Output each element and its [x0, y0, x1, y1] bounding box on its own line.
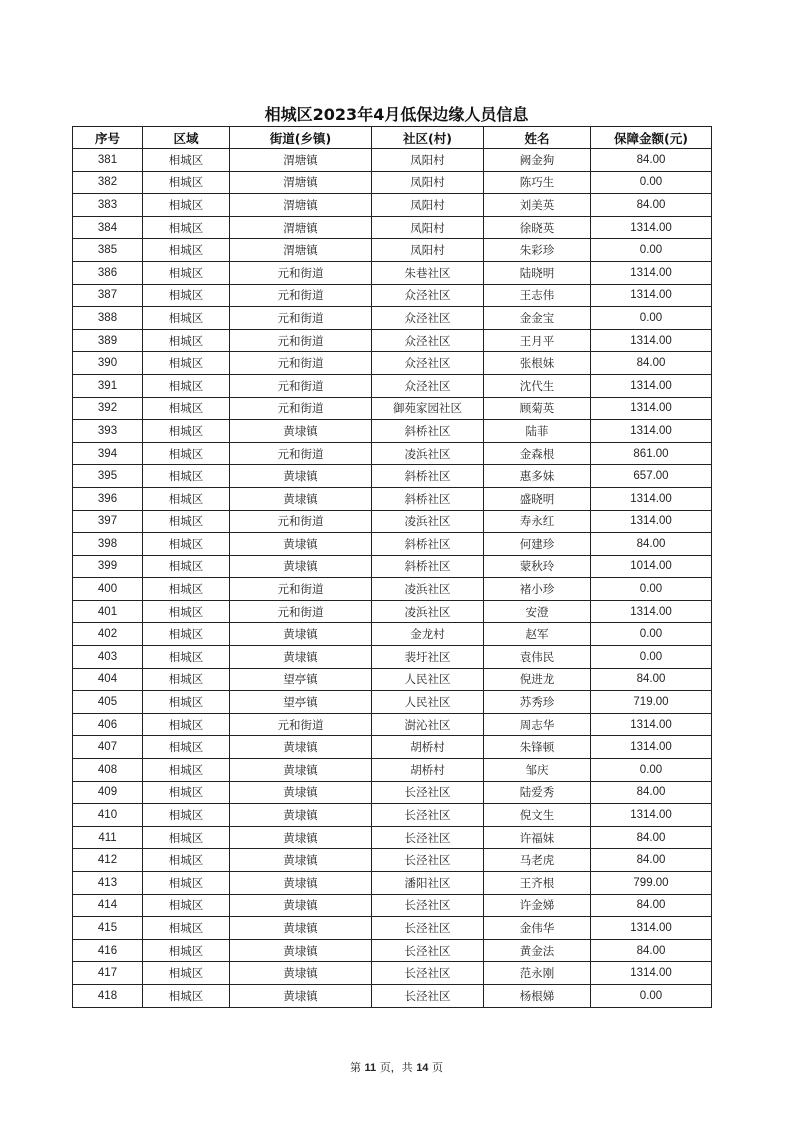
cell-index: 382 [73, 171, 143, 194]
cell-district: 相城区 [143, 284, 230, 307]
cell-amount: 1314.00 [591, 510, 712, 533]
cell-name: 王齐根 [484, 872, 591, 895]
cell-index: 410 [73, 804, 143, 827]
cell-street: 渭塘镇 [230, 171, 372, 194]
cell-amount: 1314.00 [591, 804, 712, 827]
cell-district: 相城区 [143, 781, 230, 804]
cell-community: 众泾社区 [372, 352, 484, 375]
cell-name: 许福妹 [484, 826, 591, 849]
cell-street: 黄埭镇 [230, 646, 372, 669]
cell-street: 渭塘镇 [230, 149, 372, 172]
cell-district: 相城区 [143, 397, 230, 420]
cell-community: 长泾社区 [372, 984, 484, 1007]
table-row [73, 555, 712, 578]
cell-amount: 1314.00 [591, 374, 712, 397]
cell-community: 人民社区 [372, 668, 484, 691]
cell-index: 414 [73, 894, 143, 917]
cell-community: 斜桥社区 [372, 465, 484, 488]
table-header-row [73, 127, 712, 149]
cell-district: 相城区 [143, 962, 230, 985]
table-row [73, 781, 712, 804]
cell-community: 众泾社区 [372, 329, 484, 352]
cell-amount: 84.00 [591, 352, 712, 375]
cell-community: 金龙村 [372, 623, 484, 646]
cell-name: 朱彩珍 [484, 239, 591, 262]
cell-amount: 84.00 [591, 194, 712, 217]
cell-district: 相城区 [143, 939, 230, 962]
cell-name: 赵军 [484, 623, 591, 646]
cell-community: 凤阳村 [372, 194, 484, 217]
cell-district: 相城区 [143, 194, 230, 217]
cell-district: 相城区 [143, 261, 230, 284]
cell-street: 黄埭镇 [230, 849, 372, 872]
cell-street: 元和街道 [230, 442, 372, 465]
cell-name: 顾菊英 [484, 397, 591, 420]
cell-community: 御苑家园社区 [372, 397, 484, 420]
table-row [73, 239, 712, 262]
cell-amount: 1314.00 [591, 216, 712, 239]
cell-amount: 719.00 [591, 691, 712, 714]
cell-community: 凤阳村 [372, 171, 484, 194]
cell-name: 许金娣 [484, 894, 591, 917]
cell-community: 长泾社区 [372, 917, 484, 940]
cell-amount: 1314.00 [591, 397, 712, 420]
cell-name: 陆菲 [484, 420, 591, 443]
table-row [73, 329, 712, 352]
cell-name: 惠多妹 [484, 465, 591, 488]
cell-index: 398 [73, 533, 143, 556]
cell-community: 胡桥村 [372, 759, 484, 782]
cell-district: 相城区 [143, 872, 230, 895]
cell-district: 相城区 [143, 442, 230, 465]
cell-name: 褚小珍 [484, 578, 591, 601]
cell-index: 401 [73, 600, 143, 623]
cell-community: 斜桥社区 [372, 420, 484, 443]
cell-amount: 84.00 [591, 826, 712, 849]
cell-index: 384 [73, 216, 143, 239]
cell-district: 相城区 [143, 171, 230, 194]
cell-district: 相城区 [143, 646, 230, 669]
table-row [73, 872, 712, 895]
cell-name: 陈巧生 [484, 171, 591, 194]
cell-community: 众泾社区 [372, 284, 484, 307]
cell-index: 403 [73, 646, 143, 669]
cell-street: 渭塘镇 [230, 239, 372, 262]
footer-prefix: 第 [350, 1061, 362, 1074]
column-header-street: 街道(乡镇) [230, 127, 372, 149]
table-row [73, 984, 712, 1007]
cell-district: 相城区 [143, 668, 230, 691]
cell-amount: 1314.00 [591, 261, 712, 284]
cell-index: 393 [73, 420, 143, 443]
cell-name: 沈代生 [484, 374, 591, 397]
table-row [73, 194, 712, 217]
cell-index: 391 [73, 374, 143, 397]
cell-name: 何建珍 [484, 533, 591, 556]
cell-district: 相城区 [143, 420, 230, 443]
cell-community: 裴圩社区 [372, 646, 484, 669]
table-row [73, 307, 712, 330]
cell-community: 凌浜社区 [372, 510, 484, 533]
cell-street: 黄埭镇 [230, 736, 372, 759]
cell-name: 陆晓明 [484, 261, 591, 284]
cell-district: 相城区 [143, 578, 230, 601]
cell-community: 人民社区 [372, 691, 484, 714]
cell-amount: 0.00 [591, 984, 712, 1007]
data-table [72, 126, 712, 1008]
cell-index: 397 [73, 510, 143, 533]
table-row [73, 804, 712, 827]
cell-amount: 657.00 [591, 465, 712, 488]
cell-index: 383 [73, 194, 143, 217]
cell-street: 黄埭镇 [230, 804, 372, 827]
cell-street: 元和街道 [230, 352, 372, 375]
cell-name: 杨根娣 [484, 984, 591, 1007]
cell-amount: 0.00 [591, 759, 712, 782]
current-page-number: 11 [364, 1062, 377, 1074]
cell-community: 长泾社区 [372, 849, 484, 872]
cell-street: 黄埭镇 [230, 917, 372, 940]
cell-index: 407 [73, 736, 143, 759]
cell-index: 408 [73, 759, 143, 782]
cell-name: 王月平 [484, 329, 591, 352]
table-row [73, 420, 712, 443]
cell-amount: 84.00 [591, 781, 712, 804]
cell-street: 黄埭镇 [230, 962, 372, 985]
cell-amount: 1314.00 [591, 329, 712, 352]
table-row [73, 397, 712, 420]
cell-amount: 84.00 [591, 939, 712, 962]
cell-index: 413 [73, 872, 143, 895]
cell-district: 相城区 [143, 533, 230, 556]
cell-district: 相城区 [143, 329, 230, 352]
cell-index: 411 [73, 826, 143, 849]
cell-community: 澍沁社区 [372, 713, 484, 736]
cell-name: 苏秀珍 [484, 691, 591, 714]
cell-community: 长泾社区 [372, 894, 484, 917]
cell-community: 斜桥社区 [372, 487, 484, 510]
cell-index: 400 [73, 578, 143, 601]
cell-index: 386 [73, 261, 143, 284]
cell-name: 金伟华 [484, 917, 591, 940]
cell-name: 金森根 [484, 442, 591, 465]
table-row [73, 849, 712, 872]
cell-street: 黄埭镇 [230, 826, 372, 849]
cell-street: 黄埭镇 [230, 487, 372, 510]
cell-amount: 1314.00 [591, 713, 712, 736]
cell-community: 长泾社区 [372, 826, 484, 849]
footer-suffix: 页 [431, 1061, 443, 1074]
cell-amount: 0.00 [591, 646, 712, 669]
cell-index: 399 [73, 555, 143, 578]
cell-index: 406 [73, 713, 143, 736]
cell-district: 相城区 [143, 623, 230, 646]
cell-amount: 1314.00 [591, 917, 712, 940]
cell-street: 渭塘镇 [230, 216, 372, 239]
cell-index: 389 [73, 329, 143, 352]
cell-index: 388 [73, 307, 143, 330]
cell-amount: 1314.00 [591, 420, 712, 443]
cell-name: 黄金法 [484, 939, 591, 962]
cell-community: 众泾社区 [372, 307, 484, 330]
cell-index: 387 [73, 284, 143, 307]
cell-name: 范永刚 [484, 962, 591, 985]
cell-index: 396 [73, 487, 143, 510]
table-row [73, 465, 712, 488]
cell-name: 王志伟 [484, 284, 591, 307]
cell-street: 黄埭镇 [230, 555, 372, 578]
cell-street: 元和街道 [230, 397, 372, 420]
cell-district: 相城区 [143, 239, 230, 262]
cell-amount: 0.00 [591, 307, 712, 330]
table-row [73, 216, 712, 239]
cell-index: 404 [73, 668, 143, 691]
table-row [73, 962, 712, 985]
column-header-index: 序号 [73, 127, 143, 149]
page-footer [0, 1059, 793, 1075]
cell-amount: 1314.00 [591, 736, 712, 759]
cell-street: 黄埭镇 [230, 984, 372, 1007]
cell-name: 邹庆 [484, 759, 591, 782]
cell-amount: 1014.00 [591, 555, 712, 578]
cell-district: 相城区 [143, 984, 230, 1007]
cell-street: 元和街道 [230, 374, 372, 397]
cell-district: 相城区 [143, 510, 230, 533]
cell-name: 阙金狗 [484, 149, 591, 172]
table-row [73, 149, 712, 172]
cell-amount: 84.00 [591, 668, 712, 691]
table-row [73, 713, 712, 736]
cell-street: 黄埭镇 [230, 939, 372, 962]
column-header-district: 区域 [143, 127, 230, 149]
cell-street: 望亭镇 [230, 691, 372, 714]
cell-street: 黄埭镇 [230, 781, 372, 804]
cell-index: 381 [73, 149, 143, 172]
cell-district: 相城区 [143, 352, 230, 375]
cell-index: 418 [73, 984, 143, 1007]
cell-name: 刘美英 [484, 194, 591, 217]
table-body [73, 149, 712, 1008]
cell-index: 417 [73, 962, 143, 985]
cell-district: 相城区 [143, 555, 230, 578]
cell-street: 元和街道 [230, 600, 372, 623]
table-row [73, 736, 712, 759]
cell-amount: 84.00 [591, 849, 712, 872]
table-row [73, 261, 712, 284]
table-row [73, 533, 712, 556]
cell-index: 392 [73, 397, 143, 420]
cell-district: 相城区 [143, 849, 230, 872]
cell-district: 相城区 [143, 149, 230, 172]
cell-street: 元和街道 [230, 578, 372, 601]
table-row [73, 894, 712, 917]
cell-street: 黄埭镇 [230, 872, 372, 895]
cell-name: 金金宝 [484, 307, 591, 330]
table-row [73, 668, 712, 691]
cell-name: 张根妹 [484, 352, 591, 375]
cell-street: 黄埭镇 [230, 759, 372, 782]
cell-amount: 84.00 [591, 894, 712, 917]
cell-name: 蒙秋玲 [484, 555, 591, 578]
cell-district: 相城区 [143, 736, 230, 759]
cell-name: 安澄 [484, 600, 591, 623]
cell-name: 朱锋顿 [484, 736, 591, 759]
cell-street: 元和街道 [230, 261, 372, 284]
cell-index: 395 [73, 465, 143, 488]
cell-street: 黄埭镇 [230, 623, 372, 646]
cell-community: 凤阳村 [372, 239, 484, 262]
table-row [73, 623, 712, 646]
cell-district: 相城区 [143, 374, 230, 397]
cell-index: 416 [73, 939, 143, 962]
cell-community: 胡桥村 [372, 736, 484, 759]
cell-index: 412 [73, 849, 143, 872]
cell-amount: 0.00 [591, 578, 712, 601]
cell-amount: 0.00 [591, 239, 712, 262]
table-row [73, 442, 712, 465]
cell-district: 相城区 [143, 691, 230, 714]
table-row [73, 939, 712, 962]
cell-community: 长泾社区 [372, 939, 484, 962]
cell-amount: 84.00 [591, 149, 712, 172]
cell-index: 405 [73, 691, 143, 714]
cell-name: 倪进龙 [484, 668, 591, 691]
cell-amount: 84.00 [591, 533, 712, 556]
cell-street: 黄埭镇 [230, 420, 372, 443]
cell-district: 相城区 [143, 826, 230, 849]
table-row [73, 487, 712, 510]
cell-district: 相城区 [143, 804, 230, 827]
cell-community: 凌浜社区 [372, 578, 484, 601]
column-header-amount: 保障金额(元) [591, 127, 712, 149]
cell-index: 415 [73, 917, 143, 940]
cell-amount: 799.00 [591, 872, 712, 895]
cell-community: 凤阳村 [372, 149, 484, 172]
cell-street: 元和街道 [230, 284, 372, 307]
cell-district: 相城区 [143, 487, 230, 510]
cell-name: 袁伟民 [484, 646, 591, 669]
cell-index: 409 [73, 781, 143, 804]
cell-name: 徐晓英 [484, 216, 591, 239]
cell-street: 黄埭镇 [230, 465, 372, 488]
table-row [73, 826, 712, 849]
cell-district: 相城区 [143, 713, 230, 736]
table-row [73, 917, 712, 940]
cell-street: 元和街道 [230, 329, 372, 352]
cell-street: 元和街道 [230, 713, 372, 736]
cell-community: 斜桥社区 [372, 533, 484, 556]
cell-community: 凤阳村 [372, 216, 484, 239]
table-row [73, 759, 712, 782]
table-row [73, 352, 712, 375]
cell-district: 相城区 [143, 759, 230, 782]
cell-community: 斜桥社区 [372, 555, 484, 578]
table-row [73, 284, 712, 307]
cell-district: 相城区 [143, 600, 230, 623]
cell-district: 相城区 [143, 465, 230, 488]
table-row [73, 374, 712, 397]
cell-community: 凌浜社区 [372, 600, 484, 623]
cell-community: 长泾社区 [372, 962, 484, 985]
total-pages-number: 14 [416, 1062, 429, 1074]
cell-amount: 1314.00 [591, 487, 712, 510]
column-header-name: 姓名 [484, 127, 591, 149]
cell-name: 盛晓明 [484, 487, 591, 510]
cell-index: 402 [73, 623, 143, 646]
cell-amount: 0.00 [591, 171, 712, 194]
document-title: 相城区2023年4月低保边缘人员信息 [264, 105, 529, 124]
cell-district: 相城区 [143, 894, 230, 917]
cell-index: 385 [73, 239, 143, 262]
table-row [73, 646, 712, 669]
cell-community: 长泾社区 [372, 781, 484, 804]
cell-name: 倪文生 [484, 804, 591, 827]
cell-district: 相城区 [143, 216, 230, 239]
cell-amount: 1314.00 [591, 962, 712, 985]
column-header-community: 社区(村) [372, 127, 484, 149]
table-row [73, 600, 712, 623]
cell-name: 周志华 [484, 713, 591, 736]
cell-district: 相城区 [143, 917, 230, 940]
footer-middle: 页，共 [379, 1061, 413, 1074]
cell-amount: 1314.00 [591, 600, 712, 623]
cell-street: 黄埭镇 [230, 894, 372, 917]
cell-name: 马老虎 [484, 849, 591, 872]
cell-district: 相城区 [143, 307, 230, 330]
cell-amount: 1314.00 [591, 284, 712, 307]
cell-index: 390 [73, 352, 143, 375]
cell-community: 凌浜社区 [372, 442, 484, 465]
cell-amount: 861.00 [591, 442, 712, 465]
table-row [73, 510, 712, 533]
cell-name: 寿永红 [484, 510, 591, 533]
table-row [73, 691, 712, 714]
cell-amount: 0.00 [591, 623, 712, 646]
cell-community: 长泾社区 [372, 804, 484, 827]
cell-street: 元和街道 [230, 307, 372, 330]
cell-community: 朱巷社区 [372, 261, 484, 284]
table-row [73, 171, 712, 194]
cell-index: 394 [73, 442, 143, 465]
cell-community: 潘阳社区 [372, 872, 484, 895]
cell-street: 渭塘镇 [230, 194, 372, 217]
cell-street: 望亭镇 [230, 668, 372, 691]
cell-street: 黄埭镇 [230, 533, 372, 556]
cell-community: 众泾社区 [372, 374, 484, 397]
table-row [73, 578, 712, 601]
cell-name: 陆爱秀 [484, 781, 591, 804]
cell-street: 元和街道 [230, 510, 372, 533]
